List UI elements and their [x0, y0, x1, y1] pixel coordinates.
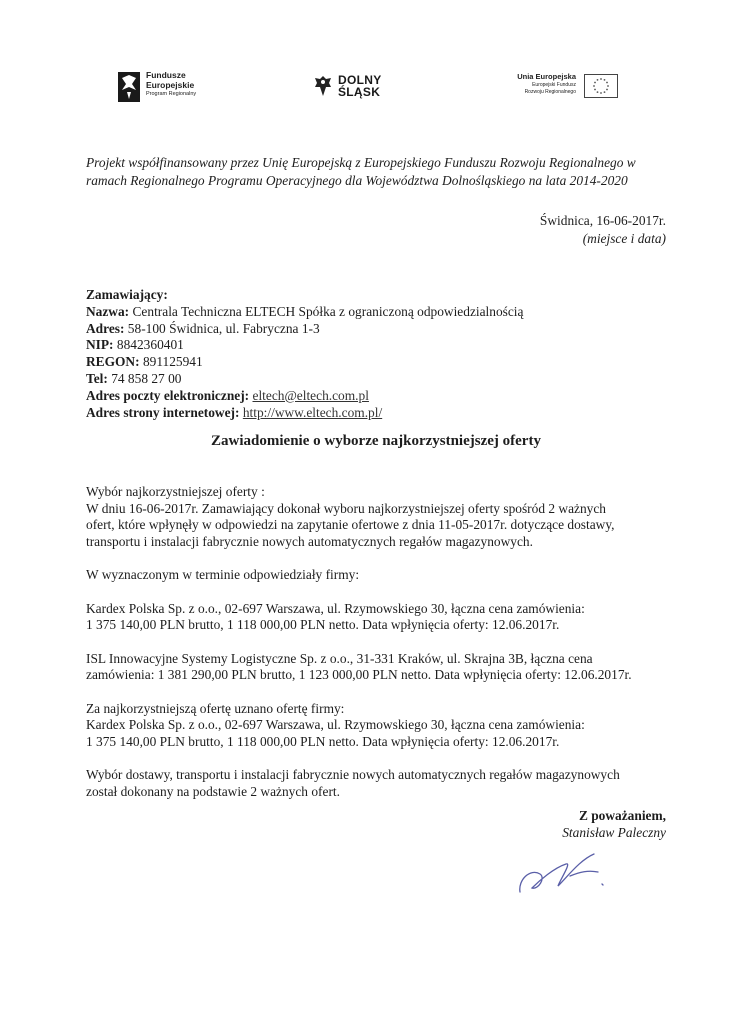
place-date-hint: (miejsce i data): [582, 231, 666, 246]
paragraph-gap: [86, 584, 686, 601]
body-line: transportu i instalacji fabrycznie nowych automatycznych regałów magazynowych.: [86, 533, 533, 549]
buyer-tel-label: Tel:: [86, 370, 108, 386]
handwritten-signature: [510, 850, 620, 900]
body-line: W dniu 16-06-2017r. Zamawiający dokonał wyboru najkorzystniejszej oferty spośród 2 ważnych: [86, 500, 606, 516]
ue-line2: Europejski Fundusz: [532, 82, 576, 88]
body-line: zamówienia: 1 381 290,00 PLN brutto, 1 123 000,00 PLN netto. Data wpłynięcia oferty: 12.06.2017r.: [86, 667, 632, 682]
paragraph-gap: [86, 684, 686, 701]
body-line: 1 375 140,00 PLN brutto, 1 118 000,00 PLN netto. Data wpłynięcia oferty: 12.06.2017r.: [86, 733, 560, 749]
buyer-nip: 8842360401: [116, 337, 184, 353]
signatory-name: Stanisław Paleczny: [562, 825, 666, 840]
buyer-www-label: Adres strony internetowej:: [86, 404, 240, 420]
body-line: Wybór dostawy, transportu i instalacji fabrycznie nowych automatycznych regałów magazynowych: [86, 767, 620, 782]
body-line: został dokonany na podstawie 2 ważnych ofert.: [86, 783, 340, 799]
place-date: Świdnica, 16-06-2017r.: [539, 213, 666, 228]
closing-block: [562, 807, 666, 841]
buyer-address: 58-100 Świdnica, ul. Fabryczna 1-3: [127, 320, 320, 336]
body-line: ofert, które wpłynęły w odpowiedzi na zapytanie ofertowe z dnia 11-05-2017r. dotyczące dostawy,: [86, 517, 615, 532]
body-line: Kardex Polska Sp. z o.o., 02-697 Warszawa, ul. Rzymowskiego 30, łączna cena zamówienia:: [86, 717, 585, 732]
fe-line2: Europejskie: [146, 80, 195, 90]
buyer-heading: Zamawiający:: [86, 287, 168, 302]
fe-star-mark-icon: [118, 72, 140, 102]
fe-line3: Program Regionalny: [146, 91, 197, 97]
buyer-tel: 74 858 27 00: [111, 370, 182, 386]
ue-line3: Rozwoju Regionalnego: [524, 88, 576, 95]
buyer-email-label: Adres poczty elektronicznej:: [86, 387, 250, 403]
buyer-info: [86, 287, 523, 421]
buyer-name-label: Nazwa:: [86, 303, 130, 319]
document-body: [86, 484, 686, 800]
fundusze-europejskie-logo: [118, 70, 228, 106]
closing-greeting: Z poważaniem,: [578, 808, 666, 823]
buyer-address-label: Adres:: [86, 320, 125, 336]
eagle-crest-icon: [314, 74, 332, 98]
body-line: ISL Innowacyjne Systemy Logistyczne Sp. z o.o., 31-331 Kraków, ul. Skrajna 3B, łączna cena: [86, 650, 593, 666]
ds-line1: DOLNY: [338, 73, 382, 87]
fe-logo-text: [146, 70, 196, 98]
dolny-slask-logo: [314, 74, 404, 104]
paragraph-gap: [86, 634, 686, 651]
body-line: Za najkorzystniejszą ofertę uznano ofertę firmy:: [86, 700, 345, 716]
document-title: Zawiadomienie o wyborze najkorzystniejszej oferty: [211, 433, 541, 449]
eu-flag-icon: [584, 74, 618, 98]
ue-line1: Unia Europejska: [517, 72, 576, 81]
ds-logo-text: [338, 74, 382, 98]
buyer-regon: 891125941: [142, 354, 203, 370]
body-line: Wybór najkorzystniejszej oferty :: [86, 484, 265, 499]
paragraph-gap: [86, 550, 686, 567]
logo-bar: [0, 68, 752, 112]
paragraph-gap: [86, 750, 686, 767]
body-line: W wyznaczonym w terminie odpowiedziały firmy:: [86, 567, 360, 582]
ds-line2: ŚLĄSK: [338, 85, 381, 99]
body-line: Kardex Polska Sp. z o.o., 02-697 Warszawa, ul. Rzymowskiego 30, łączna cena zamówienia:: [86, 600, 585, 616]
buyer-website-link[interactable]: http://www.eltech.com.pl/: [242, 404, 383, 420]
body-line: 1 375 140,00 PLN brutto, 1 118 000,00 PLN netto. Data wpłynięcia oferty: 12.06.2017r.: [86, 617, 560, 632]
place-date-block: [540, 212, 666, 248]
buyer-email-link[interactable]: eltech@eltech.com.pl: [252, 387, 369, 403]
ue-logo-text: [517, 72, 576, 95]
fe-line1: Fundusze: [146, 70, 186, 80]
buyer-regon-label: REGON:: [86, 354, 140, 370]
unia-europejska-logo: [502, 72, 622, 106]
project-cofinancing-note: Projekt współfinansowany przez Unię Europejską z Europejskiego Funduszu Rozwoju Regionalnego w ramach Regionalnego Programu Operacyjnego dla Województwa Dolnośląskiego na lata 2014-2020: [86, 155, 636, 188]
buyer-name: Centrala Techniczna ELTECH Spółka z ograniczoną odpowiedzialnością: [132, 303, 524, 319]
buyer-nip-label: NIP:: [86, 337, 114, 353]
